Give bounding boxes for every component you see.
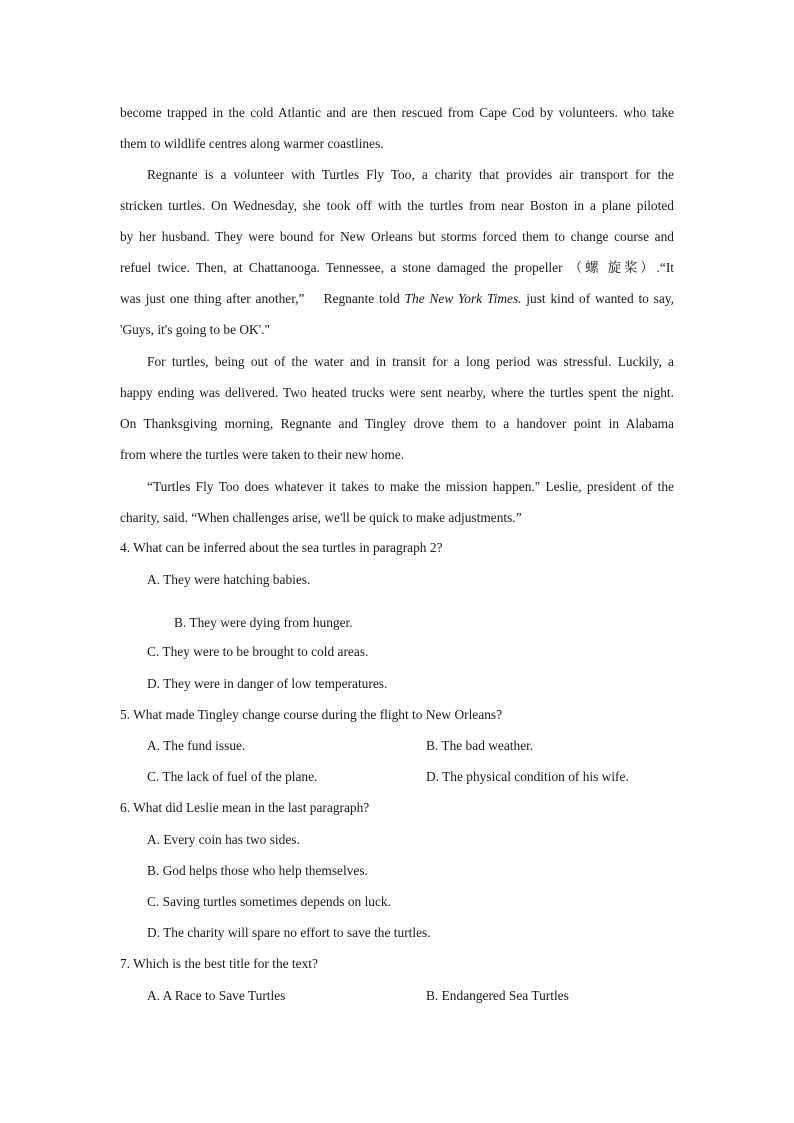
question-4-stem: 4. What can be inferred about the sea turtles in paragraph 2? — [120, 540, 443, 555]
question-7-option-a: A. A Race to Save Turtles — [147, 988, 286, 1003]
question-4-option-a: A. They were hatching babies. — [147, 572, 311, 587]
passage-paragraph-4 — [120, 471, 674, 533]
paragraph-line: On Thanksgiving morning, Regnante and Tingley drove them to a handover point in Alabama — [120, 416, 674, 431]
question-6-stem: 6. What did Leslie mean in the last paragraph? — [120, 800, 370, 815]
paragraph-line: happy ending was delivered. Two heated trucks were sent nearby, where the turtles spent the night. — [120, 385, 674, 400]
paragraph-line: them to wildlife centres along warmer coastlines. — [120, 136, 384, 151]
question-5-option-a: A. The fund issue. — [147, 738, 246, 753]
paragraph-line: 'Guys, it's going to be OK'." — [120, 322, 270, 337]
question-4-option-c: C. They were to be brought to cold areas. — [147, 644, 369, 659]
question-5-option-b: B. The bad weather. — [426, 738, 534, 753]
question-5-option-c: C. The lack of fuel of the plane. — [147, 769, 318, 784]
paragraph-text: just kind of wanted to say, — [521, 291, 674, 306]
paragraph-line: For turtles, being out of the water and in transit for a long period was stressful. Luckily, a — [147, 354, 674, 369]
question-7-option-b: B. Endangered Sea Turtles — [426, 988, 569, 1003]
paragraph-line: charity, said. “When challenges arise, we'll be quick to make adjustments.” — [120, 510, 522, 525]
paragraph-line: from where the turtles were taken to their new home. — [120, 447, 405, 462]
question-6-option-c: C. Saving turtles sometimes depends on luck. — [147, 894, 391, 909]
question-6-option-b: B. God helps those who help themselves. — [147, 863, 368, 878]
question-4-option-d: D. They were in danger of low temperatures. — [147, 676, 388, 691]
passage-paragraph-3 — [120, 346, 674, 470]
paragraph-text: was just one thing after another,” Regnante told — [120, 291, 405, 306]
question-6-option-a: A. Every coin has two sides. — [147, 832, 300, 847]
question-7-stem: 7. Which is the best title for the text? — [120, 956, 318, 971]
paragraph-line: “Turtles Fly Too does whatever it takes to make the mission happen." Leslie, president of the — [147, 479, 674, 494]
question-5-option-d: D. The physical condition of his wife. — [426, 769, 629, 784]
question-5-stem: 5. What made Tingley change course during the flight to New Orleans? — [120, 707, 503, 722]
newspaper-title: The New York Times. — [404, 291, 522, 306]
paragraph-line — [120, 283, 674, 314]
passage-paragraph-2 — [120, 159, 674, 345]
paragraph-line: stricken turtles. On Wednesday, she took off with the turtles from near Boston in a plane piloted — [120, 198, 674, 213]
paragraph-line: Regnante is a volunteer with Turtles Fly Too, a charity that provides air transport for the — [147, 167, 674, 182]
paragraph-line: become trapped in the cold Atlantic and are then rescued from Cape Cod by volunteers. who take — [120, 105, 674, 120]
passage-paragraph-1 — [120, 97, 674, 159]
paragraph-line: refuel twice. Then, at Chattanooga. Tennessee, a stone damaged the propeller （螺 旋桨）.“It — [120, 260, 674, 275]
question-6-option-d: D. The charity will spare no effort to save the turtles. — [147, 925, 431, 940]
question-4-option-b: B. They were dying from hunger. — [174, 615, 353, 630]
paragraph-line: by her husband. They were bound for New Orleans but storms forced them to change course and — [120, 229, 674, 244]
